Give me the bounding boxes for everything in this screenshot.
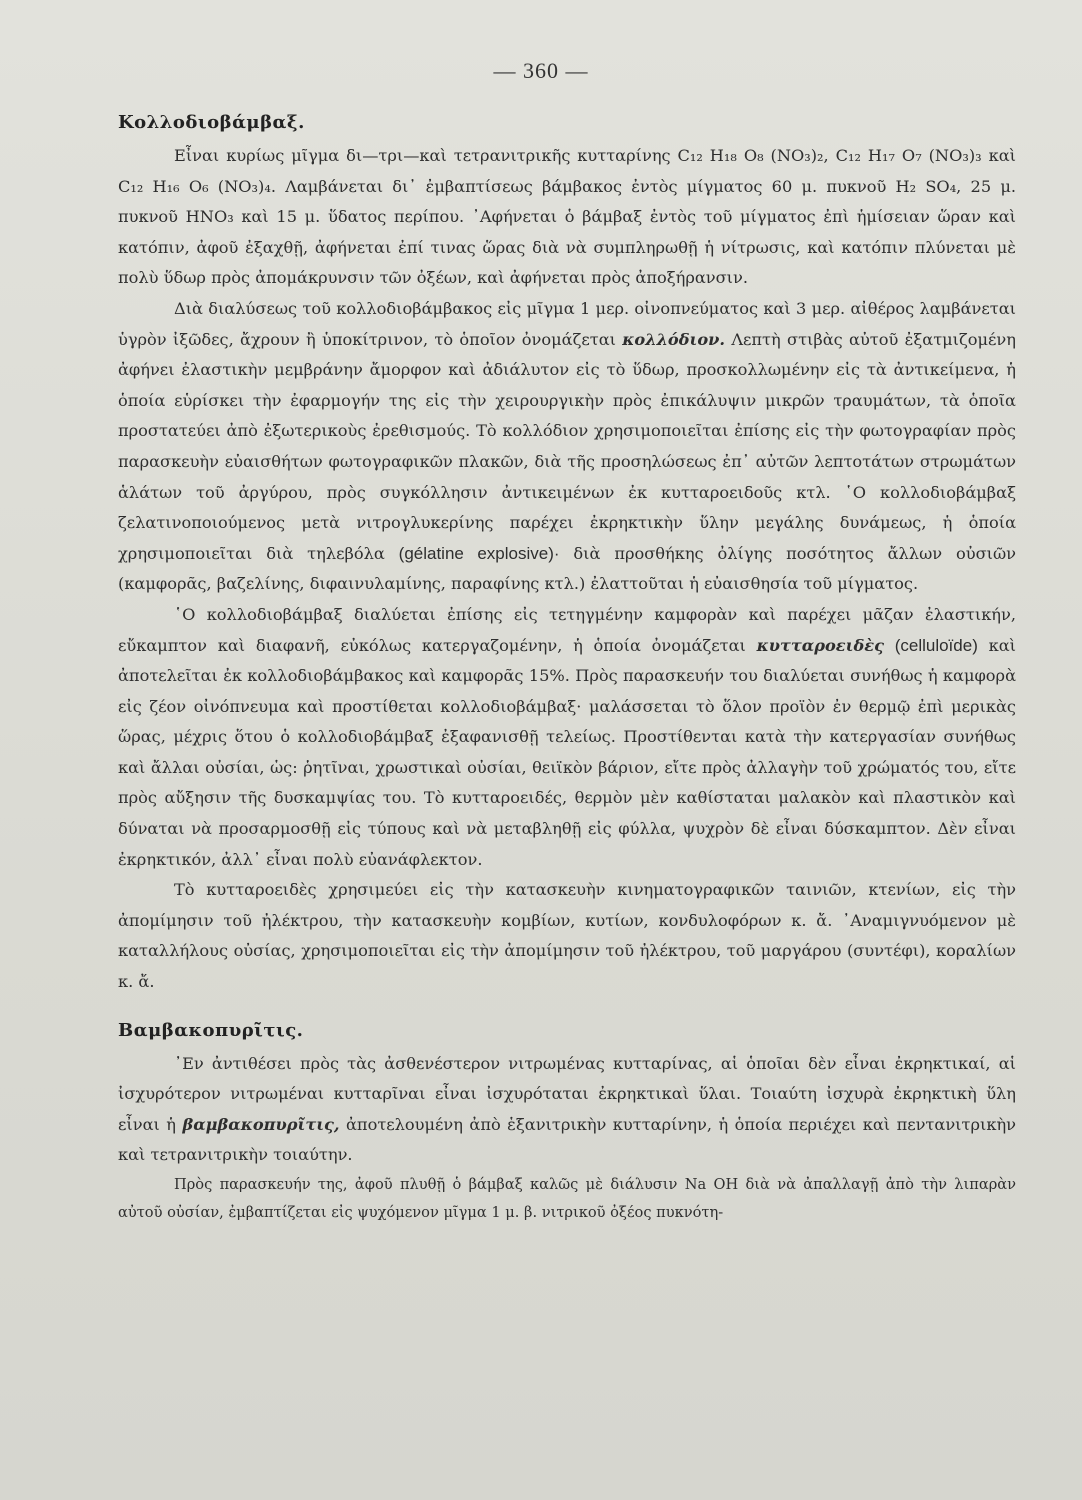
paragraph-text: Διὰ διαλύσεως τοῦ κολλοδιοβάμβακος εἰς μῖγμα 1 μερ. οἰνοπνεύματος καὶ 3 μερ. αἰθέρος λαμβάνεται ὑγρὸν ἰξῶδες, ἄχρουν ἢ ὑποκίτρινον, τὸ ὁποῖον ὀνομάζεται xyxy=(118,298,1016,349)
paragraph: Εἶναι κυρίως μῖγμα δι—τρι—καὶ τετρανιτρικῆς κυτταρίνης C₁₂ H₁₈ O₈ (NO₃)₂, C₁₂ H₁₇ O₇ (NO₃)₃ καὶ C₁₂ H₁₆ O₆ (NO₃)₄. Λαμβάνεται δι᾽ ἐμβαπτίσεως βάμβακος ἐντὸς μίγματος 60 μ. πυκνοῦ H₂ SO₄, 25 μ. πυκνοῦ HNO₃ καὶ 15 μ. ὕδατος περίπου. ᾽Αφήνεται ὁ βάμβαξ ἐντὸς τοῦ μίγματος ἐπὶ ἡμίσειαν ὥραν καὶ κατόπιν, ἀφοῦ ἐξαχθῇ, ἀφήνεται ἐπί τινας ὥρας διὰ νὰ συμπληρωθῇ ἡ νίτρωσις, καὶ κατόπιν πλύνεται μὲ πολὺ ὕδωρ πρὸς ἀπομάκρυνσιν τῶν ὀξέων, καὶ ἀφήνεται πρὸς ἀποξήρανσιν. xyxy=(118,146,1016,288)
page-body xyxy=(118,112,1016,1227)
term-kyttaroeides: κυτταροειδὲς xyxy=(756,635,884,655)
section-heading-kollodiovamvax: Κολλοδιοβάμβαξ. xyxy=(118,112,305,133)
latin-term-gelatine-explosive: (gélatine explosive)· xyxy=(398,543,560,563)
page-number: — 360 — xyxy=(493,58,589,83)
paragraph-text: ἀποτελουμένη ἀπὸ ἑξανιτρικὴν κυτταρίνην, ἡ ὁποία περιέχει καὶ πεντανιτρικὴν καὶ τετρανιτρικὴν τοιαύτην. xyxy=(118,1114,1016,1165)
paragraph: Πρὸς παρασκευήν της, ἀφοῦ πλυθῇ ὁ βάμβαξ καλῶς μὲ διάλυσιν Na OH διὰ νὰ ἀπαλλαγῇ ἀπὸ τὴν λιπαρὰν αὐτοῦ οὐσίαν, ἐμβαπτίζεται εἰς ψυχόμενον μῖγμα 1 μ. β. νιτρικοῦ ὀξέος πυκνότη- xyxy=(118,1176,1016,1221)
paragraph xyxy=(118,1049,1016,1171)
paragraph xyxy=(118,294,1016,600)
paragraph-text: διὰ προσθήκης ὀλίγης ποσότητος ἄλλων οὐσιῶν (καμφορᾶς, βαζελίνης, διφαινυλαμίνης, παραφίνης κτλ.) ἐλαττοῦται ἡ εὐαισθησία τοῦ μίγματος. xyxy=(118,543,1017,594)
paragraph-text: Λεπτὴ στιβὰς αὐτοῦ ἐξατμιζομένη ἀφήνει ἐλαστικὴν μεμβράνην ἄμορφον καὶ ἀδιάλυτον εἰς τὸ ὕδωρ, προσκολλωμένην εἰς τὰ ἀντικείμενα, ἡ ὁποία εὑρίσκει τὴν ἐφαρμογήν της εἰς τὴν χειρουργικὴν πρὸς ἐπικάλυψιν μικρῶν τραυμάτων, τὰ ὁποῖα προστατεύει ἀπὸ ἐξωτερικοὺς ἐρεθισμούς. Τὸ κολλόδιον χρησιμοποιεῖται ἐπίσης εἰς τὴν φωτογραφίαν πρὸς παρασκευὴν εὐαισθήτων φωτογραφικῶν πλακῶν, διὰ τῆς προσηλώσεως ἐπ᾽ αὐτῶν λεπτοτάτων στρωμάτων ἁλάτων τοῦ ἀργύρου, πρὸς συγκόλλησιν ἀντικειμένων ἐκ κυτταροειδοῦς κτλ. ῾Ο κολλοδιοβάμβαξ ζελατινοποιούμενος μετὰ νιτρογλυκερίνης παρέχει ἐκρηκτικὴν ὕλην μεγάλης δυνάμεως, ἡ ὁποία χρησιμοποιεῖται διὰ τηλεβόλα xyxy=(118,329,1016,563)
paragraph xyxy=(118,600,1016,875)
paragraph-text: ῾Ο κολλοδιοβάμβαξ διαλύεται ἐπίσης εἰς τετηγμένην καμφορὰν καὶ παρέχει μᾶζαν ἐλαστικήν, εὔκαμπτον καὶ διαφανῆ, εὐκόλως κατεργαζομένην, ἡ ὁποία ὀνομάζεται xyxy=(118,604,1016,655)
term-vamvakopyritis: βαμβακοπυρῖτις, xyxy=(182,1114,340,1134)
term-kollodion: κολλόδιον. xyxy=(622,329,726,349)
section-heading-vamvakopyritis: Βαμβακοπυρῖτις. xyxy=(118,1019,304,1041)
paragraph-text: καὶ ἀποτελεῖται ἐκ κολλοδιοβάμβακος καὶ καμφορᾶς 15%. Πρὸς παρασκευήν του διαλύεται συνήθως ἡ καμφορὰ εἰς ζέον οἰνόπνευμα καὶ προστίθεται κολλοδιοβάμβαξ· μαλάσσεται τὸ ὅλον προϊὸν ἐν θερμῷ ἐπὶ μερικὰς ὥρας, μέχρις ὅτου ὁ κολλοδιοβάμβαξ ἐξαφανισθῇ τελείως. Προστίθενται κατὰ τὴν κατεργασίαν συνήθως καὶ ἄλλαι οὐσίαι, ὡς: ῥητῖναι, χρωστικαὶ οὐσίαι, θειϊκὸν βάριον, εἴτε πρὸς ἀλλαγὴν τοῦ χρώματός του, εἴτε πρὸς αὔξησιν τῆς δυσκαμψίας του. Τὸ κυτταροειδές, θερμὸν μὲν καθίσταται μαλακὸν καὶ πλαστικὸν καὶ δύναται νὰ προσαρμοσθῇ εἰς τύπους καὶ νὰ μεταβληθῇ εἰς φύλλα, ψυχρὸν δὲ εἶναι δύσκαμπτον. Δὲν εἶναι ἐκρηκτικόν, ἀλλ᾽ εἶναι πολὺ εὐανάφλεκτον. xyxy=(118,635,1017,869)
paragraph: Τὸ κυτταροειδὲς χρησιμεύει εἰς τὴν κατασκευὴν κινηματογραφικῶν ταινιῶν, κτενίων, εἰς τὴν ἀπομίμησιν τοῦ ἠλέκτρου, τὴν κατασκευὴν κομβίων, κυτίων, κονδυλοφόρων κ. ἄ. ᾽Αναμιγνυόμενον μὲ καταλλήλους οὐσίας, χρησιμοποιεῖται εἰς τὴν ἀπομίμησιν τοῦ ἠλέκτρου, τοῦ μαργάρου (συντέφι), κοραλίων κ. ἄ. xyxy=(118,880,1016,992)
paragraph-text: ᾽Εν ἀντιθέσει πρὸς τὰς ἀσθενέστερον νιτρωμένας κυτταρίνας, αἱ ὁποῖαι δὲν εἶναι ἐκρηκτικαί, αἱ ἰσχυρότερον νιτρωμέναι κυτταρῖναι εἶναι ἰσχυρόταται ἐκρηκτικαὶ ὕλαι. Τοιαύτη ἰσχυρὰ ἐκρηκτικὴ ὕλη εἶναι ἡ xyxy=(118,1053,1016,1134)
latin-term-celluloide: (celluloïde) xyxy=(894,635,978,655)
